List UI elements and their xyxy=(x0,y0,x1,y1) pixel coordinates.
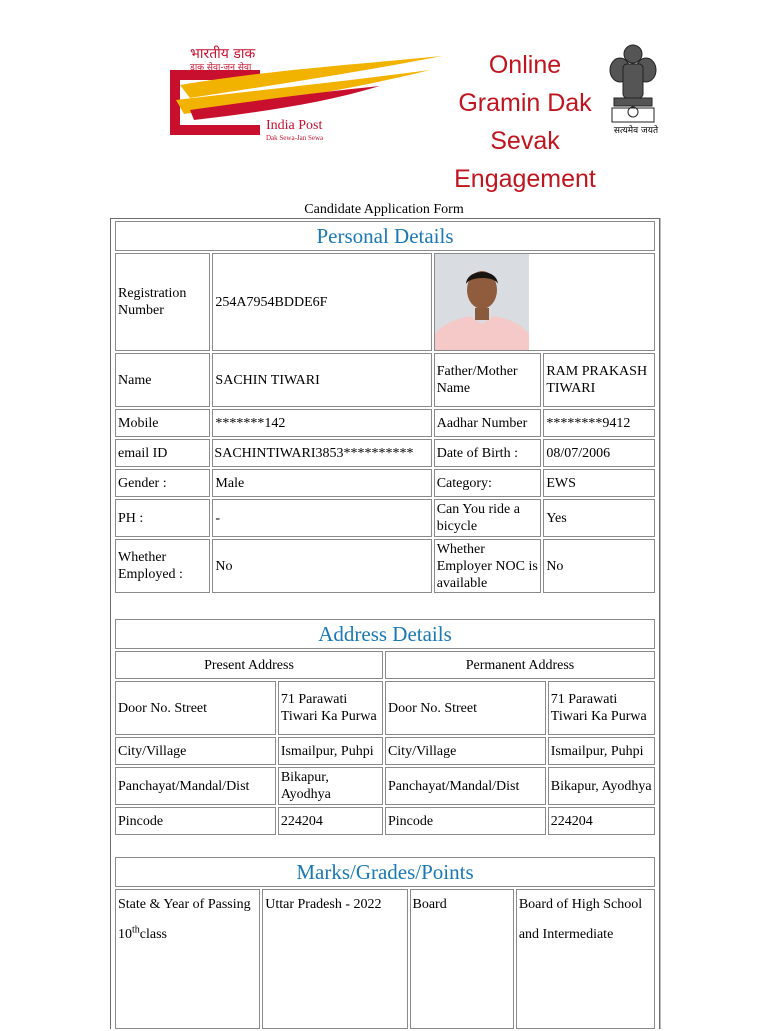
dob-value: 08/07/2006 xyxy=(543,439,655,467)
permanent-panchayat-label: Panchayat/Mandal/Dist xyxy=(385,767,546,805)
present-panchayat-label: Panchayat/Mandal/Dist xyxy=(115,767,276,805)
permanent-panchayat-value: Bikapur, Ayodhya xyxy=(548,767,655,805)
mobile-label: Mobile xyxy=(115,409,210,437)
father-label: Father/Mother Name xyxy=(434,353,542,407)
logo-tagline: Dak Sewa-Jan Sewa xyxy=(266,134,324,142)
employed-value: No xyxy=(212,539,431,593)
title-line-4: Engagement xyxy=(454,165,596,193)
present-address-heading: Present Address xyxy=(115,651,383,679)
dob-label: Date of Birth : xyxy=(434,439,542,467)
marks-heading: Marks/Grades/Points xyxy=(115,857,655,887)
aadhar-label: Aadhar Number xyxy=(434,409,542,437)
permanent-pincode-value: 224204 xyxy=(548,807,655,835)
present-city-value: Ismailpur, Puhpi xyxy=(278,737,383,765)
category-value: EWS xyxy=(543,469,655,497)
national-emblem-icon xyxy=(606,40,660,135)
permanent-city-label: City/Village xyxy=(385,737,546,765)
registration-value: 254A7954BDDE6F xyxy=(212,253,431,351)
title-line-1: Online xyxy=(488,51,562,79)
class-number: 10 xyxy=(118,927,132,942)
board-label: Board xyxy=(410,889,514,1029)
title-line-3: Sevak xyxy=(490,127,560,155)
bicycle-label: Can You ride a bicycle xyxy=(434,499,542,537)
name-value: SACHIN TIWARI xyxy=(212,353,431,407)
gender-label: Gender : xyxy=(115,469,210,497)
present-door-label: Door No. Street xyxy=(115,681,276,735)
ph-value: - xyxy=(212,499,431,537)
class-suffix: th xyxy=(132,924,140,936)
india-post-logo xyxy=(150,40,445,148)
class-word: class xyxy=(139,927,167,942)
aadhar-value: ********9412 xyxy=(543,409,655,437)
permanent-door-label: Door No. Street xyxy=(385,681,546,735)
class-label xyxy=(118,920,257,950)
permanent-address-heading: Permanent Address xyxy=(385,651,655,679)
email-label: email ID xyxy=(115,439,210,467)
emblem-motto: सत्यमेव जयते xyxy=(613,126,659,136)
category-label: Category: xyxy=(434,469,542,497)
marks-table xyxy=(113,855,657,1031)
address-details-table xyxy=(113,617,657,837)
board-value-line1: Board of High School xyxy=(518,897,643,912)
noc-label: Whether Employer NOC is available xyxy=(434,539,542,593)
board-value-line2: and Intermediate xyxy=(518,927,614,942)
state-year-cell xyxy=(115,889,260,1029)
personal-details-heading: Personal Details xyxy=(115,221,655,251)
present-panchayat-value: Bikapur, Ayodhya xyxy=(278,767,383,805)
page-title xyxy=(440,46,610,198)
email-value: SACHINTIWARI3853********** xyxy=(212,439,431,467)
permanent-pincode-label: Pincode xyxy=(385,807,546,835)
permanent-city-value: Ismailpur, Puhpi xyxy=(548,737,655,765)
father-value: RAM PRAKASH TIWARI xyxy=(543,353,655,407)
mobile-value: *******142 xyxy=(212,409,431,437)
employed-label: Whether Employed : xyxy=(115,539,210,593)
gender-value: Male xyxy=(212,469,431,497)
logo-name: India Post xyxy=(266,118,323,133)
present-pincode-value: 224204 xyxy=(278,807,383,835)
address-details-heading: Address Details xyxy=(115,619,655,649)
noc-value: No xyxy=(543,539,655,593)
title-line-2: Gramin Dak xyxy=(458,89,592,117)
ph-label: PH : xyxy=(115,499,210,537)
photo-cell xyxy=(434,253,655,351)
present-pincode-label: Pincode xyxy=(115,807,276,835)
board-value xyxy=(516,889,655,1029)
name-label: Name xyxy=(115,353,210,407)
form-caption: Candidate Application Form xyxy=(304,202,464,217)
present-door-value: 71 Parawati Tiwari Ka Purwa xyxy=(278,681,383,735)
logo-hindi-tagline: डाक सेवा-जन सेवा xyxy=(190,63,252,73)
personal-details-table xyxy=(113,219,657,595)
present-city-label: City/Village xyxy=(115,737,276,765)
logo-hindi-title: भारतीय डाक xyxy=(190,46,256,62)
state-year-value: Uttar Pradesh - 2022 xyxy=(262,889,407,1029)
state-year-label: State & Year of Passing xyxy=(118,897,251,912)
permanent-door-value: 71 Parawati Tiwari Ka Purwa xyxy=(548,681,655,735)
registration-label: Registration Number xyxy=(115,253,210,351)
candidate-photo xyxy=(435,254,529,350)
bicycle-value: Yes xyxy=(543,499,655,537)
